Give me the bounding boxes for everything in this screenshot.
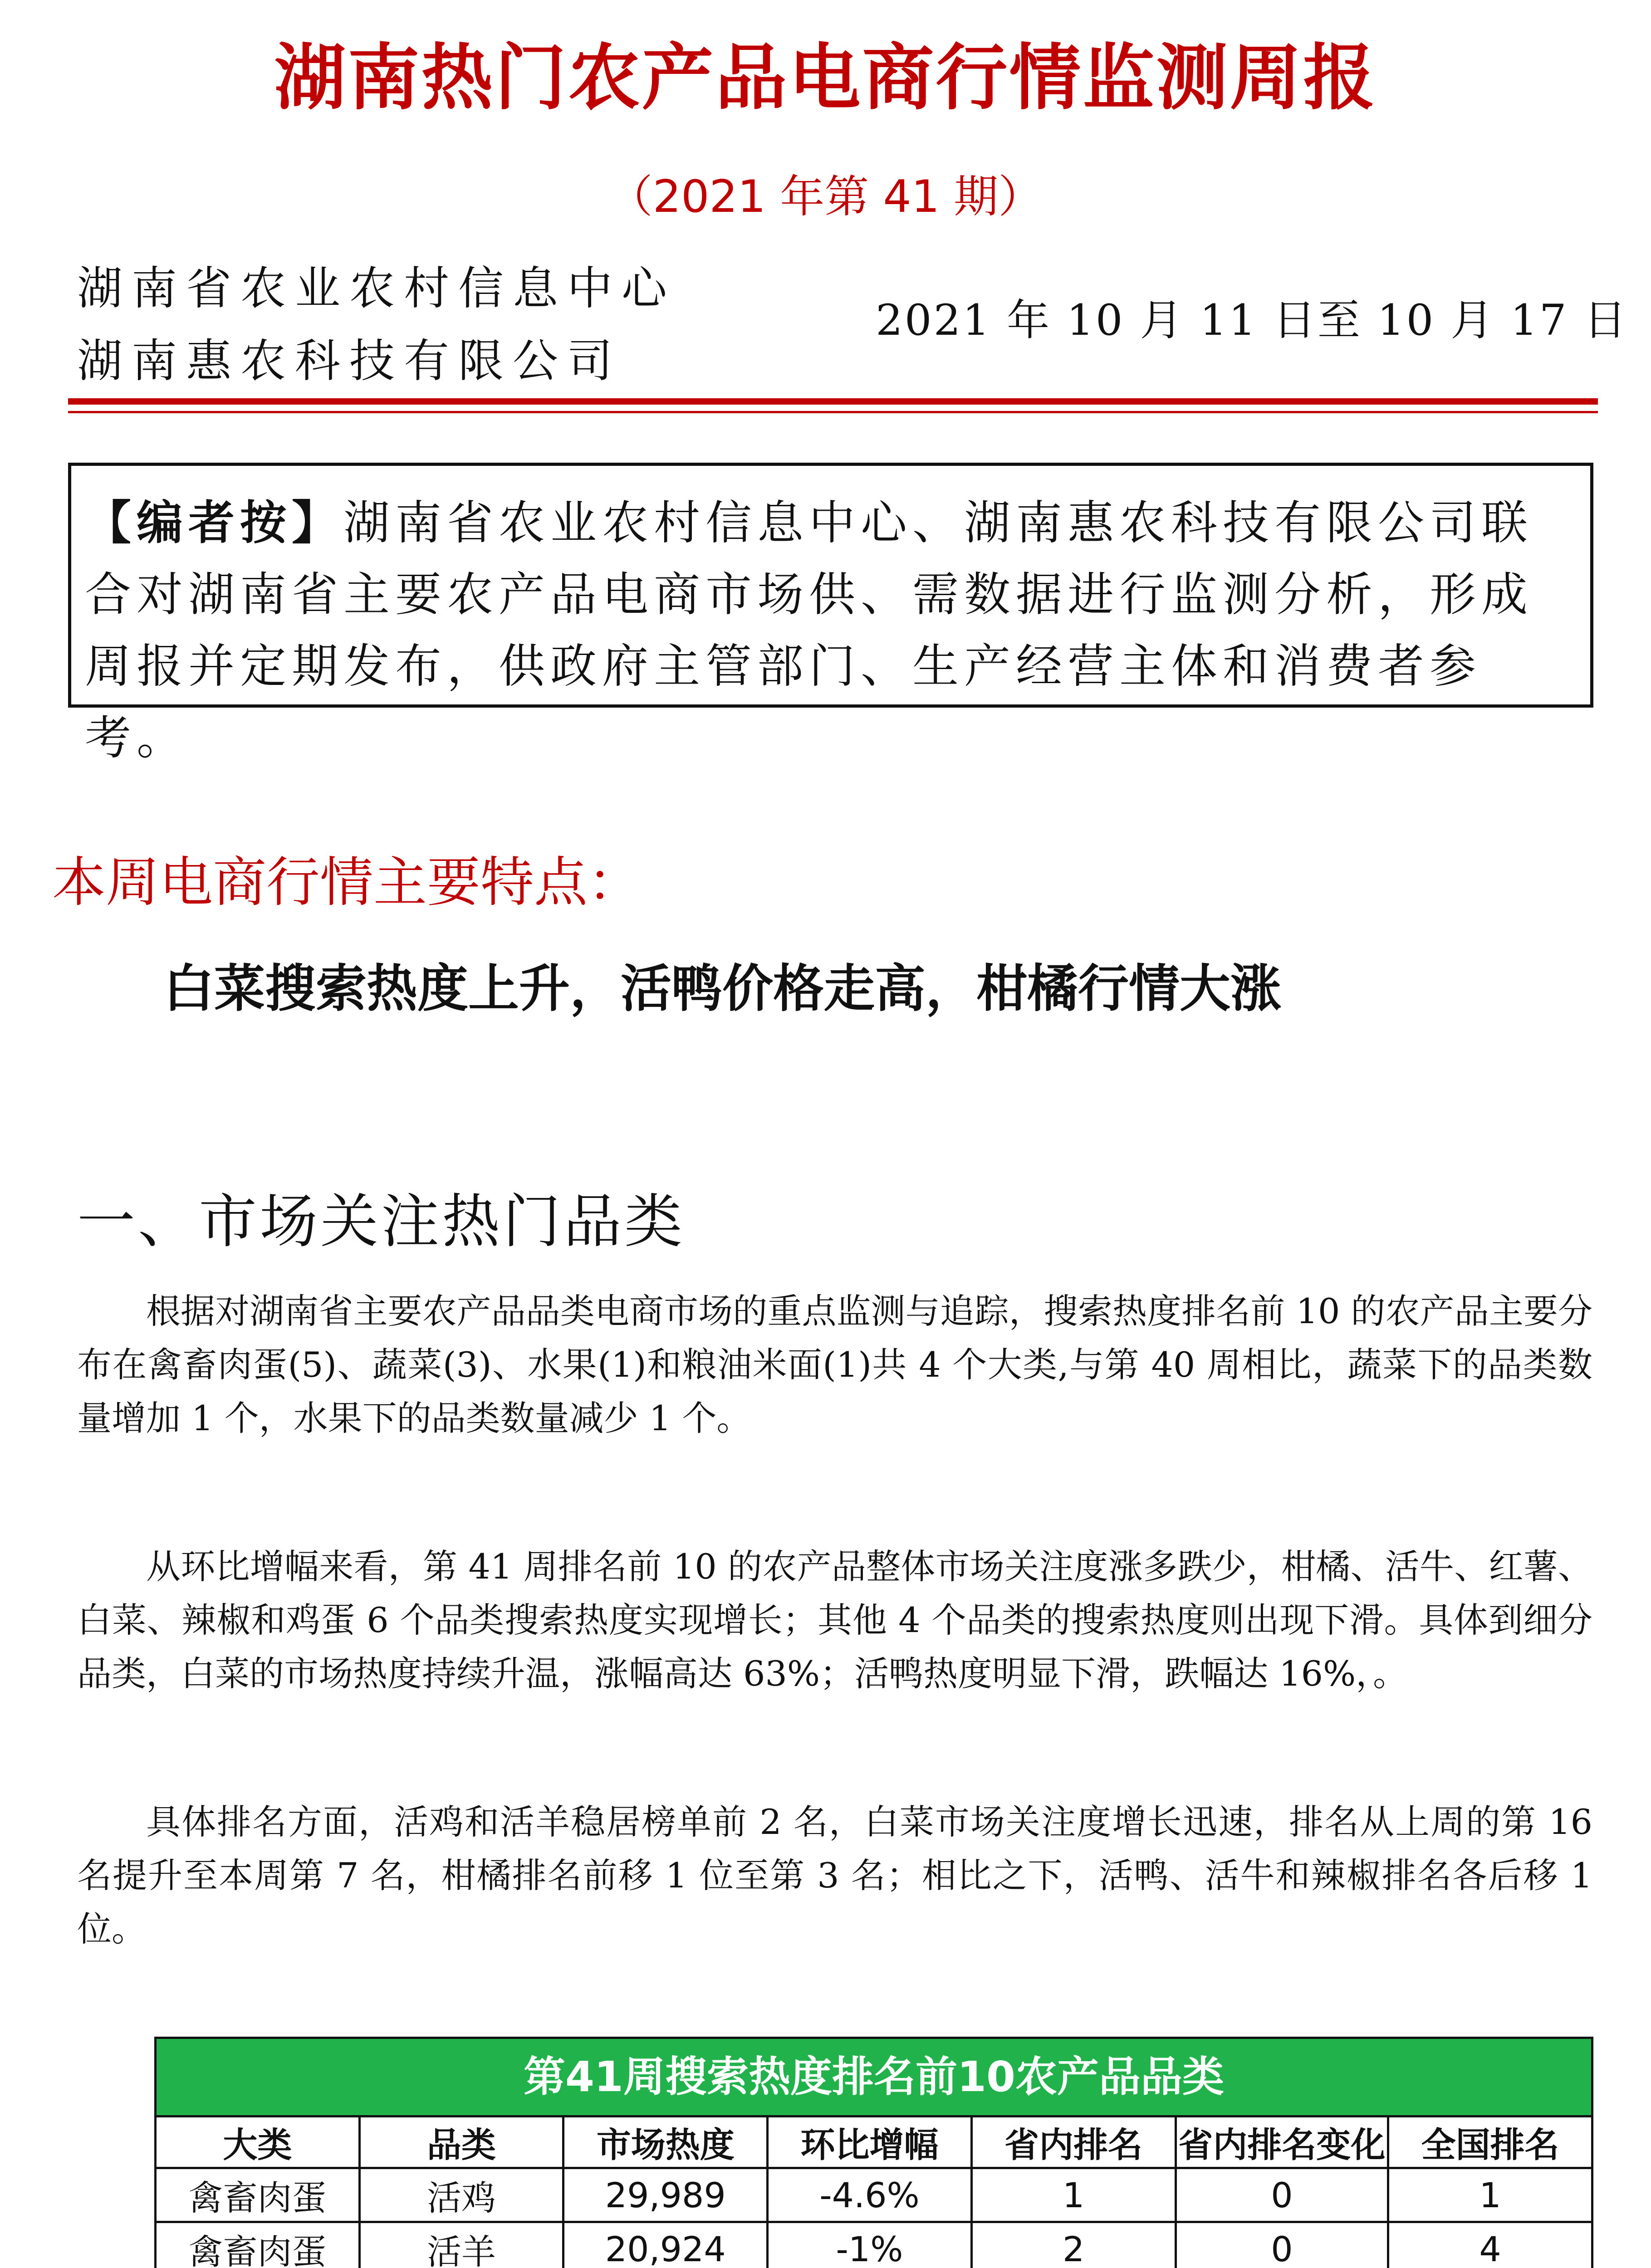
issue-number: （2021 年第 41 期） <box>608 171 1043 223</box>
column-header-product: 品类 <box>359 2116 563 2168</box>
column-header-category: 大类 <box>156 2116 360 2168</box>
editor-note-box <box>68 463 1593 765</box>
table-row <box>156 2168 1592 2222</box>
section1-paragraph-2: 从环比增幅来看，第 41 周排名前 10 的农产品整体市场关注度涨多跌少，柑橘、活牛、红薯、白菜、辣椒和鸡蛋 6 个品类搜索热度实现增长；其他 4 个品类的搜索热度则出现下滑。具体到细分品类，白菜的市场热度持续升温，涨幅高达 63%；活鸭热度明显下滑，跌幅达 16%，。 <box>77 1546 1592 1694</box>
rank-change-cell: 0 <box>1176 2168 1388 2222</box>
national-rank-cell: 1 <box>1388 2168 1592 2222</box>
national-rank-cell: 4 <box>1388 2222 1592 2268</box>
header-rule-thin <box>68 411 1598 413</box>
column-header-rank-change: 省内排名变化 <box>1176 2116 1388 2168</box>
table-row <box>156 2222 1592 2268</box>
publisher-org-1: 湖南省农业农村信息中心 <box>77 262 676 315</box>
product-cell: 活羊 <box>359 2222 563 2268</box>
wow-change-cell: -4.6% <box>768 2168 972 2222</box>
ranking-table-container <box>154 2037 1593 2268</box>
publisher-org-2: 湖南惠农科技有限公司 <box>77 334 622 387</box>
ranking-table-title: 第41周搜索热度排名前10农产品品类 <box>154 2037 1593 2115</box>
column-header-province-rank: 省内排名 <box>971 2116 1176 2168</box>
header-rule-thick <box>68 398 1598 405</box>
rank-change-cell: 0 <box>1176 2222 1388 2268</box>
column-header-wow-change: 环比增幅 <box>768 2116 972 2168</box>
ranking-table-body <box>156 2168 1592 2268</box>
ranking-table <box>154 2115 1593 2268</box>
category-cell: 禽畜肉蛋 <box>156 2222 360 2268</box>
features-summary: 白菜搜索热度上升，活鸭价格走高，柑橘行情大涨 <box>163 959 1281 1018</box>
features-heading: 本周电商行情主要特点： <box>52 851 642 914</box>
province-rank-cell: 2 <box>971 2222 1176 2268</box>
section1-paragraph-1: 根据对湖南省主要农产品品类电商市场的重点监测与追踪，搜索热度排名前 10 的农产品主要分布在禽畜肉蛋(5)、蔬菜(3)、水果(1)和粮油米面(1)共 4 个大类,与第 40 周相比，蔬菜下的品类数量增加 1 个，水果下的品类数量减少 1 个。 <box>77 1291 1592 1438</box>
province-rank-cell: 1 <box>971 2168 1176 2222</box>
editor-note-text: 湖南省农业农村信息中心、湖南惠农科技有限公司联合对湖南省主要农产品电商市场供、需数据进行监测分析，形成周报并定期发布，供政府主管部门、生产经营主体和消费者参考。 <box>85 496 1533 765</box>
market-heat-cell: 20,924 <box>563 2222 768 2268</box>
table-header-row <box>156 2116 1592 2168</box>
category-cell: 禽畜肉蛋 <box>156 2168 360 2222</box>
section1-heading: 一、市场关注热门品类 <box>77 1188 686 1256</box>
editor-note-label: 【编者按】 <box>85 496 343 550</box>
wow-change-cell: -1% <box>768 2222 972 2268</box>
date-range: 2021 年 10 月 11 日至 10 月 17 日 <box>876 296 1628 345</box>
section1-paragraph-3: 具体排名方面，活鸡和活羊稳居榜单前 2 名，白菜市场关注度增长迅速，排名从上周的第 16 名提升至本周第 7 名，柑橘排名前移 1 位至第 3 名；相比之下，活鸭、活牛和辣椒排名各后移 1 位。 <box>77 1802 1592 1949</box>
report-title: 湖南热门农产品电商行情监测周报 <box>274 36 1377 120</box>
market-heat-cell: 29,989 <box>563 2168 768 2222</box>
column-header-national-rank: 全国排名 <box>1388 2116 1592 2168</box>
product-cell: 活鸡 <box>359 2168 563 2222</box>
column-header-market-heat: 市场热度 <box>563 2116 768 2168</box>
